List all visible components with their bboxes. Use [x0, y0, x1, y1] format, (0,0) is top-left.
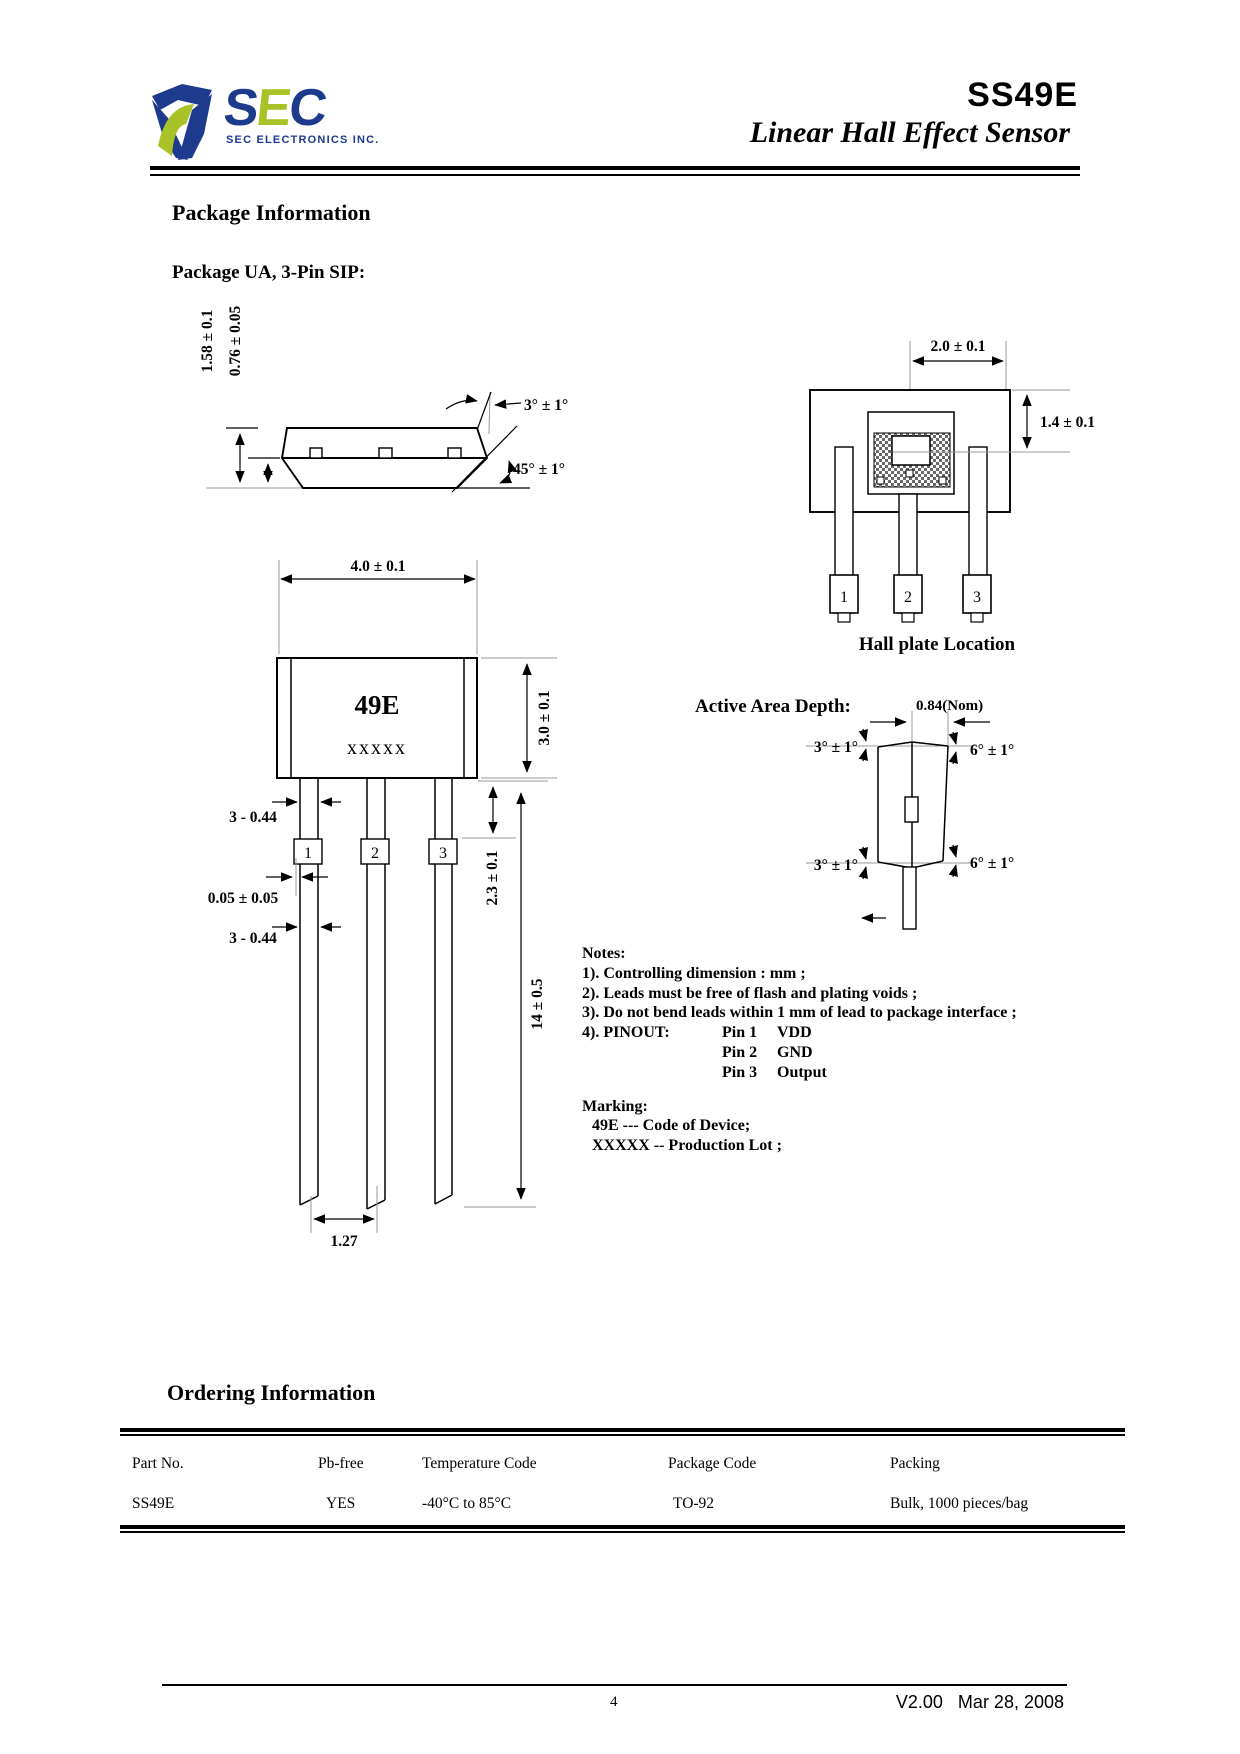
logo-letter-c: C: [286, 79, 328, 137]
dim-lead-width-top-label: 3 - 0.44: [229, 809, 277, 826]
notes-title: Notes:: [582, 945, 626, 962]
logo-tagline: SEC ELECTRONICS INC.: [226, 134, 380, 146]
dim-lead-pitch-label: 1.27: [330, 1233, 358, 1250]
angle-small-top-label: 3° ± 1°: [813, 739, 858, 756]
cell-part-no: SS49E: [132, 1495, 175, 1512]
side-lead-stub-2: [379, 448, 392, 458]
sec-logo-emblem: [148, 80, 220, 162]
logo-letter-e: E: [253, 79, 293, 137]
cell-pb-free: YES: [326, 1495, 356, 1512]
dim-lead-length-label: 14 ± 0.5: [529, 978, 546, 1030]
pin-3-number: 3: [439, 845, 447, 862]
footer-rule: [162, 1684, 1067, 1686]
hall-bond-pad-left: [877, 477, 884, 484]
note-item: 3). Do not bend leads within 1 mm of lead to package interface ;: [582, 1004, 1017, 1022]
table-top-rule-thick: [120, 1428, 1125, 1432]
sec-logo-wordmark: [220, 79, 328, 137]
section-title-package-information: Package Information: [172, 200, 371, 225]
active-area-lead: [903, 867, 916, 929]
device-marking-code: 49E: [354, 690, 400, 720]
pinout-pin: Pin 2: [722, 1043, 758, 1061]
pinout-row: [582, 1043, 1082, 1063]
table-bottom-rule-thin: [120, 1531, 1125, 1533]
col-header-part-no: Part No.: [132, 1455, 184, 1472]
marking-item: XXXXX -- Production Lot ;: [592, 1137, 782, 1155]
pinout-label: 4). PINOUT:: [582, 1024, 670, 1042]
logo-letter-s: S: [220, 79, 260, 137]
cell-packing: Bulk, 1000 pieces/bag: [890, 1495, 1029, 1512]
marking-item: 49E --- Code of Device;: [592, 1117, 751, 1135]
section-title-ordering-information: Ordering Information: [167, 1380, 376, 1405]
dim-width-label: 4.0 ± 0.1: [350, 558, 406, 575]
active-area-view: [695, 696, 1014, 929]
dim-hall-width-label: 2.0 ± 0.1: [930, 338, 986, 355]
active-area-nominal-label: 0.84(Nom): [916, 698, 984, 714]
hall-bond-pad-right: [939, 477, 946, 484]
hall-plate-view: [810, 338, 1095, 655]
col-header-package-code: Package Code: [668, 1455, 757, 1472]
col-header-packing: Packing: [890, 1455, 940, 1472]
header-rule-thin: [150, 174, 1080, 176]
note-item: 2). Leads must be free of flash and plating voids ;: [582, 984, 918, 1002]
note-item: 1). Controlling dimension : mm ;: [582, 964, 806, 982]
pin-1-number: 1: [304, 845, 312, 862]
front-view: [208, 558, 557, 1250]
hall-bond-pad-center: [906, 470, 913, 477]
pinout-signal: GND: [777, 1043, 813, 1061]
side-view: [199, 306, 568, 492]
pin-2-number: 2: [371, 845, 379, 862]
device-marking-lot: xxxxx: [347, 737, 407, 759]
active-area-label: Active Area Depth:: [695, 696, 851, 717]
hall-pin-3-number: 3: [973, 589, 981, 606]
pinout-signal: Output: [777, 1063, 827, 1081]
sec-logo: [148, 78, 378, 164]
pinout-pin: Pin 1: [722, 1024, 758, 1042]
package-type-heading: Package UA, 3-Pin SIP:: [172, 262, 366, 283]
header-rule-thick: [150, 166, 1080, 170]
active-area-element: [905, 797, 918, 822]
col-header-temperature-code: Temperature Code: [422, 1455, 537, 1472]
cell-package-code: TO-92: [673, 1495, 715, 1512]
footer-page-number: 4: [610, 1694, 618, 1710]
dim-hall-depth-label: 1.4 ± 0.1: [1040, 414, 1096, 431]
hall-plate: [892, 436, 930, 465]
ordering-table: [120, 1428, 1125, 1538]
side-lead-stub-3: [448, 448, 461, 458]
pinout-signal: VDD: [777, 1024, 812, 1042]
table-bottom-rule-thick: [120, 1525, 1125, 1529]
document-part-number: SS49E: [967, 76, 1078, 114]
side-lead-stub-1: [310, 448, 322, 458]
document-subtitle: Linear Hall Effect Sensor: [749, 116, 1070, 149]
marking-title: Marking:: [582, 1097, 648, 1115]
pinout-row: [582, 1023, 1082, 1043]
cell-temperature-code: -40°C to 85°C: [422, 1495, 512, 1512]
hall-pin-2-number: 2: [904, 589, 912, 606]
angle-large-top-label: 6° ± 1°: [970, 742, 1015, 759]
dim-draft-angle-label: 3° ± 1°: [524, 397, 569, 414]
pinout-row: [582, 1063, 1082, 1083]
hall-plate-caption: Hall plate Location: [858, 634, 1016, 655]
dim-body-height-label: 0.76 ± 0.05: [227, 305, 244, 377]
angle-large-bottom-label: 6° ± 1°: [970, 855, 1015, 872]
dim-chamfer-angle-label: 45° ± 1°: [513, 461, 565, 478]
angle-small-bottom-label: 3° ± 1°: [813, 857, 858, 874]
dim-total-height-label: 1.58 ± 0.1: [199, 309, 216, 373]
col-header-pb-free: Pb-free: [318, 1455, 364, 1472]
table-top-rule-thin: [120, 1434, 1125, 1436]
dim-height-label: 3.0 ± 0.1: [536, 690, 553, 746]
dim-lead-offset-label: 0.05 ± 0.05: [207, 890, 279, 907]
hall-pin-1-number: 1: [840, 589, 848, 606]
notes-block: [582, 944, 1082, 1156]
pinout-pin: Pin 3: [722, 1063, 758, 1081]
footer-version-date: V2.00 Mar 28, 2008: [895, 1692, 1064, 1712]
dim-shoulder-label: 2.3 ± 0.1: [484, 850, 501, 906]
dim-lead-width-bottom-label: 3 - 0.44: [229, 930, 277, 947]
